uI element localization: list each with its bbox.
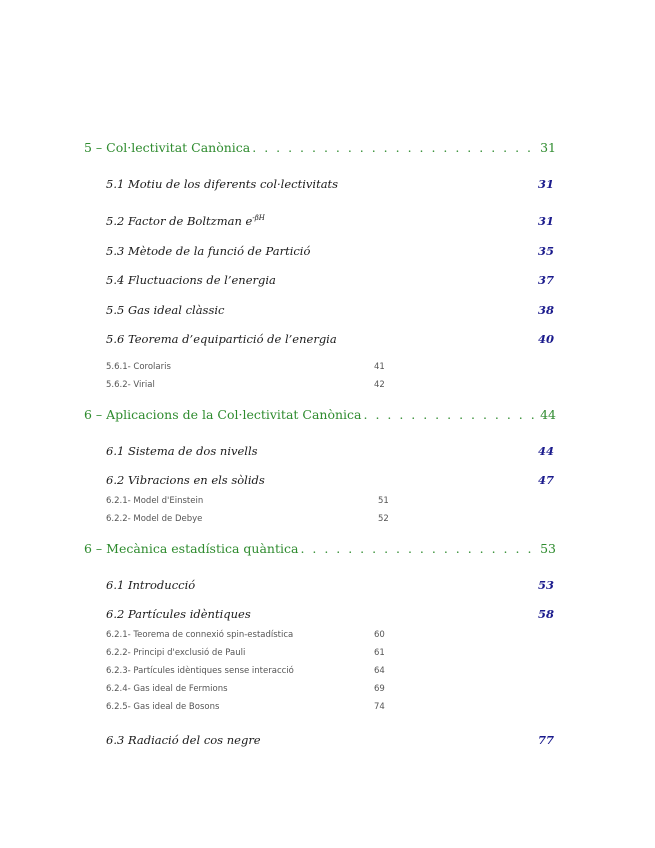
section-page-number: 38 xyxy=(537,303,554,317)
dot-leader xyxy=(364,407,539,422)
section-page-number: 40 xyxy=(537,332,554,346)
section-page-number: 31 xyxy=(537,177,554,191)
toc-section[interactable] xyxy=(106,177,554,191)
toc-section[interactable] xyxy=(106,578,554,592)
toc-subsection[interactable] xyxy=(106,514,389,524)
subsection-page-number: 42 xyxy=(374,380,385,390)
section-title: 5.1 Motiu de los diferents col·lectivitats xyxy=(106,177,339,191)
toc-subsection[interactable] xyxy=(106,496,389,506)
subsection-page-number: 74 xyxy=(374,702,385,712)
chapter-page-number: 53 xyxy=(540,541,556,556)
section-title: 6.1 Introducció xyxy=(106,578,196,592)
section-page-number: 35 xyxy=(537,244,554,258)
toc-section[interactable] xyxy=(106,273,554,287)
toc-subsection[interactable] xyxy=(106,362,385,372)
section-title: 5.5 Gas ideal clàssic xyxy=(106,303,225,317)
toc-chapter-6[interactable] xyxy=(84,407,556,422)
subsection-title: 5.6.1- Corolaris xyxy=(106,362,171,372)
section-title: 5.4 Fluctuacions de l’energia xyxy=(106,273,276,287)
subsection-title: 5.6.2- Virial xyxy=(106,380,155,390)
toc-section[interactable] xyxy=(106,444,554,458)
toc-section[interactable] xyxy=(106,244,554,258)
toc-subsection[interactable] xyxy=(106,666,385,676)
section-title: 5.2 Factor de Boltzman $e^{-\beta H}$ xyxy=(106,214,265,228)
toc-subsection[interactable] xyxy=(106,380,385,390)
subsection-title: 6.2.3- Partícules idèntiques sense interacció xyxy=(106,666,294,676)
section-title: 6.3 Radiació del cos negre xyxy=(106,733,261,747)
section-page-number: 47 xyxy=(537,473,554,487)
toc-chapter-5[interactable] xyxy=(84,140,556,155)
section-page-number: 58 xyxy=(537,607,554,621)
subsection-title: 6.2.2- Model de Debye xyxy=(106,514,203,524)
chapter-title: 6 – Mecànica estadística quàntica xyxy=(84,541,299,556)
toc-section[interactable] xyxy=(106,733,554,747)
toc-section[interactable] xyxy=(106,303,554,317)
dot-leader xyxy=(300,541,538,556)
subsection-title: 6.2.5- Gas ideal de Bosons xyxy=(106,702,220,712)
toc-section[interactable] xyxy=(106,473,554,487)
section-title: 6.1 Sistema de dos nivells xyxy=(106,444,258,458)
section-page-number: 31 xyxy=(537,214,554,228)
toc-chapter-6-quantum[interactable] xyxy=(84,541,556,556)
subsection-page-number: 64 xyxy=(374,666,385,676)
subsection-page-number: 60 xyxy=(374,630,385,640)
subsection-title: 6.2.2- Principi d'exclusió de Pauli xyxy=(106,648,246,658)
subsection-page-number: 51 xyxy=(378,496,389,506)
section-title: 5.3 Mètode de la funció de Partició xyxy=(106,244,311,258)
toc-subsection[interactable] xyxy=(106,684,385,694)
subsection-title: 6.2.4- Gas ideal de Fermions xyxy=(106,684,228,694)
section-title: 5.6 Teorema d’equipartició de l’energia xyxy=(106,332,337,346)
toc-section[interactable] xyxy=(106,332,554,346)
section-page-number: 37 xyxy=(537,273,554,287)
toc-section[interactable] xyxy=(106,214,554,228)
toc-subsection[interactable] xyxy=(106,630,385,640)
chapter-page-number: 44 xyxy=(540,407,556,422)
section-page-number: 77 xyxy=(537,733,554,747)
section-page-number: 44 xyxy=(537,444,554,458)
dot-leader xyxy=(252,140,538,155)
chapter-title: 5 – Col·lectivitat Canònica xyxy=(84,140,251,155)
toc-section[interactable] xyxy=(106,607,554,621)
toc-subsection[interactable] xyxy=(106,702,385,712)
subsection-page-number: 41 xyxy=(374,362,385,372)
boltzmann-exponent: -βH xyxy=(252,214,265,223)
subsection-title: 6.2.1- Model d'Einstein xyxy=(106,496,204,506)
section-page-number: 53 xyxy=(537,578,554,592)
section-title: 6.2 Partícules idèntiques xyxy=(106,607,251,621)
subsection-title: 6.2.1- Teorema de connexió spin-estadística xyxy=(106,630,294,640)
chapter-page-number: 31 xyxy=(540,140,556,155)
chapter-title: 6 – Aplicacions de la Col·lectivitat Canònica xyxy=(84,407,362,422)
subsection-page-number: 69 xyxy=(374,684,385,694)
section-title: 6.2 Vibracions en els sòlids xyxy=(106,473,265,487)
subsection-page-number: 61 xyxy=(374,648,385,658)
subsection-page-number: 52 xyxy=(378,514,389,524)
toc-subsection[interactable] xyxy=(106,648,385,658)
